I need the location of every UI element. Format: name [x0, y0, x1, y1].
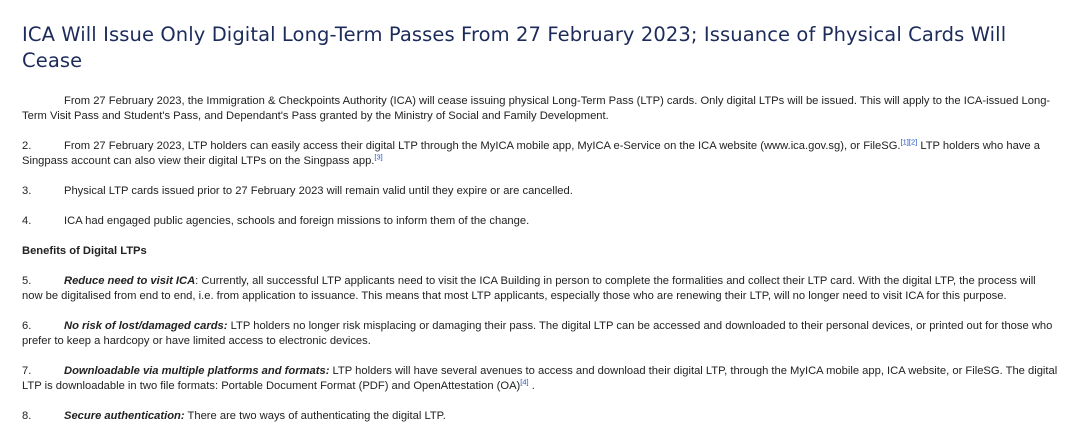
paragraph-number: 3.	[22, 185, 32, 197]
paragraph-number: 4.	[22, 215, 32, 227]
paragraph-text: There are two ways of authenticating the digital LTP.	[184, 410, 446, 422]
benefits-heading: Benefits of Digital LTPs	[22, 245, 147, 257]
paragraph-number: 7.	[22, 365, 32, 377]
paragraph-text-continued: LTP holders who have a Singpass account can also view their digital LTPs on the Singpass app.	[22, 140, 1040, 167]
intro-paragraph: From 27 February 2023, the Immigration & Checkpoints Authority (ICA) will cease issuing physical Long-Term Pass (LTP) cards. Only digital LTPs will be issued. This will apply to the ICA-issued Long-Term Visit Pass and Student's Pass, and Dependant's Pass granted by the Ministry of Social and Family Development.	[22, 95, 1051, 122]
benefit-title: Downloadable via multiple platforms and formats:	[64, 365, 330, 377]
paragraph-number: 5.	[22, 275, 32, 287]
paragraph-number: 2.	[22, 140, 32, 152]
paragraph-text: LTP holders no longer risk misplacing or damaging their pass. The digital LTP can be accessed and downloaded to their personal devices, or printed out for those who prefer to keep a hardcopy or have limited access to electronic devices.	[22, 320, 1053, 347]
paragraph-text: Physical LTP cards issued prior to 27 February 2023 will remain valid until they expire or are cancelled.	[64, 185, 573, 197]
footnote-ref-4[interactable]: [4]	[520, 377, 529, 387]
paragraph-4	[22, 214, 1058, 229]
paragraph-tail: .	[528, 380, 535, 392]
footnote-ref-2[interactable]: [2]	[908, 137, 918, 147]
footnote-ref-3[interactable]: [3]	[374, 152, 383, 162]
paragraph-text: ICA had engaged public agencies, schools and foreign missions to inform them of the change.	[64, 215, 530, 227]
benefit-title: Secure authentication:	[64, 410, 185, 422]
paragraph-2	[22, 139, 1058, 169]
page-title: ICA Will Issue Only Digital Long-Term Passes From 27 February 2023; Issuance of Physical Cards Will Cease	[22, 23, 1007, 72]
footnote-ref-1[interactable]: [1]	[900, 137, 909, 147]
paragraph-8	[22, 409, 1058, 424]
paragraph-7	[22, 364, 1058, 394]
paragraph-text: : Currently, all successful LTP applicants need to visit the ICA Building in person to complete the formalities and collect their LTP card. With the digital LTP, the process will now be digitalised from end to end, i.e. from application to issuance. This means that most LTP applicants, especially those who are renewing their LTP, will no longer need to visit ICA for this purpose.	[22, 275, 1036, 302]
paragraph-number: 8.	[22, 410, 32, 422]
paragraph-5	[22, 274, 1058, 304]
article-body	[22, 94, 1058, 424]
benefit-title: Reduce need to visit ICA	[64, 275, 196, 287]
paragraph-6	[22, 319, 1058, 349]
paragraph-number: 6.	[22, 320, 32, 332]
benefit-title: No risk of lost/damaged cards:	[64, 320, 228, 332]
paragraph-text: LTP holders will have several avenues to access and download their digital LTP, through the MyICA mobile app, ICA website, or FileSG. The digital LTP is downloadable in two file formats: Portable Document Format (PDF) and OpenAttestation (OA)	[22, 365, 1058, 392]
paragraph-text: From 27 February 2023, LTP holders can easily access their digital LTP through the MyICA mobile app, MyICA e-Service on the ICA website (www.ica.gov.sg), or FileSG.	[64, 140, 901, 152]
paragraph-3	[22, 184, 1058, 199]
